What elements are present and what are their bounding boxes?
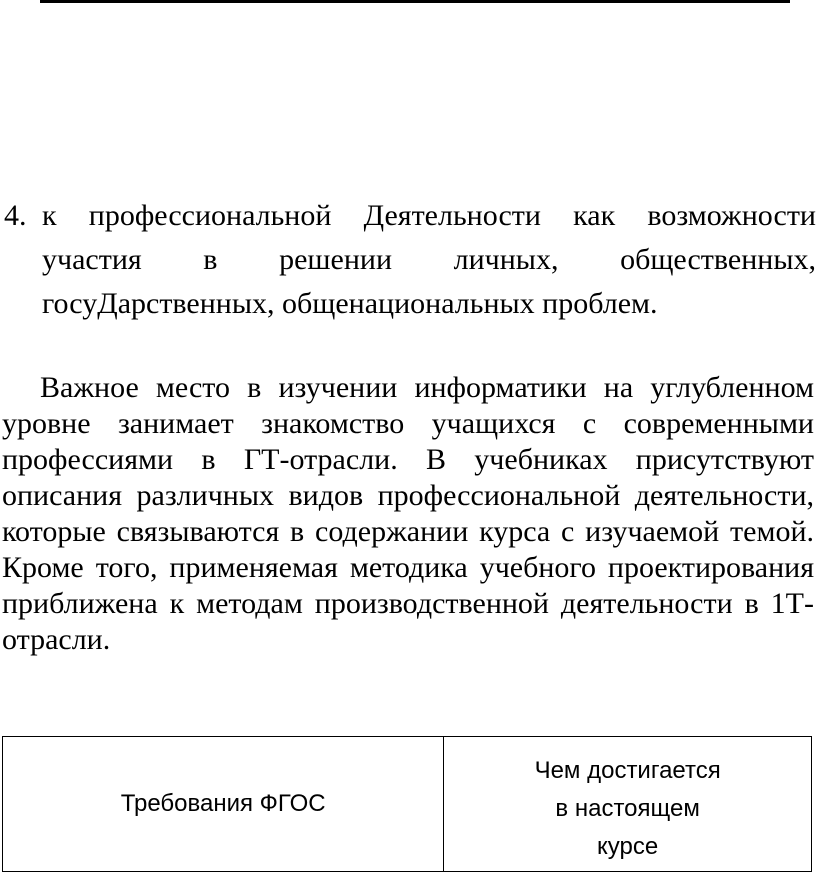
body-paragraph: Важное место в изучении информатики на углубленном уровне занимает знакомство учащихся с современными профессиями в ГТ-отрасли. В учебниках присутствуют описания различных видов профессиональной деятельности, которые связываются в содержании курса с изучаемой темой. Кроме того, применяемая методика учебного проектирования приближена к методам производственной деятельности в 1Т-отрасли. bbox=[2, 371, 814, 656]
requirements-table bbox=[2, 736, 812, 872]
header-how-achieved bbox=[444, 737, 812, 872]
header-requirements-fgos: Требования ФГОС bbox=[3, 737, 444, 872]
header-how-achieved-line-2: в настоящем bbox=[555, 795, 700, 822]
header-how-achieved-line-1: Чем достигается bbox=[534, 757, 721, 784]
list-item-text: к профессиональной Деятельности как возможности участия в решении личных, общественных, госуДарственных, общенациональных проблем. bbox=[42, 199, 816, 320]
top-rule bbox=[40, 0, 790, 3]
list-number: 4. bbox=[4, 199, 27, 232]
list-item-4 bbox=[4, 194, 816, 326]
header-how-achieved-line-3: курсе bbox=[597, 833, 659, 860]
table-header-row bbox=[3, 737, 812, 872]
